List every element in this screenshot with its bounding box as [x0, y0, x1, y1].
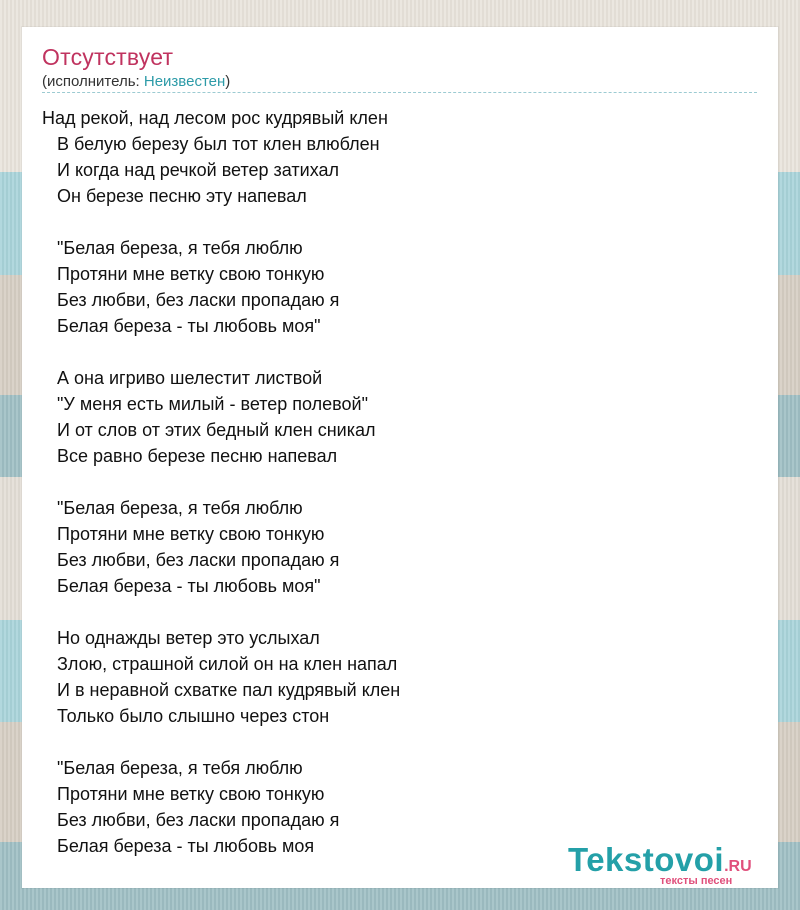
- song-title: Отсутствует: [42, 44, 174, 70]
- stanza-gap: [42, 729, 400, 755]
- title-divider: [42, 92, 757, 93]
- lyric-line: Белая береза - ты любовь моя: [42, 836, 315, 856]
- lyric-line: Протяни мне ветку свою тонкую: [42, 784, 325, 804]
- artist-suffix: ): [225, 73, 231, 90]
- lyric-line: И от слов от этих бедный клен сникал: [42, 420, 376, 440]
- lyric-line: Без любви, без ласки пропадаю я: [42, 550, 340, 570]
- lyric-line: Только было слышно через стон: [42, 706, 330, 726]
- lyric-line: Злою, страшной силой он на клен напал: [42, 654, 398, 674]
- lyric-line: "У меня есть милый - ветер полевой": [42, 394, 368, 414]
- logo-name: Tekstovoi: [568, 841, 725, 878]
- lyric-line: Без любви, без ласки пропадаю я: [42, 810, 340, 830]
- lyric-line: Он березе песню эту напевал: [42, 186, 307, 206]
- lyric-line: Но однажды ветер это услыхал: [42, 628, 320, 648]
- stanza-gap: [42, 339, 400, 365]
- logo-tld: .RU: [724, 858, 752, 875]
- lyric-line: Над рекой, над лесом рос кудрявый клен: [42, 108, 388, 128]
- lyric-line: Белая береза - ты любовь моя": [42, 576, 321, 596]
- artist-prefix: (исполнитель:: [42, 73, 144, 90]
- stanza-gap: [42, 599, 400, 625]
- artist-link[interactable]: Неизвестен: [143, 73, 226, 90]
- lyric-line: "Белая береза, я тебя люблю: [42, 758, 303, 778]
- stanza-gap: [42, 469, 400, 495]
- lyric-line: Протяни мне ветку свою тонкую: [42, 524, 325, 544]
- stanza-gap: [42, 209, 400, 235]
- lyric-line: Белая береза - ты любовь моя": [42, 316, 321, 336]
- lyric-line: А она игриво шелестит листвой: [42, 368, 323, 388]
- site-logo[interactable]: [568, 842, 752, 885]
- lyric-line: В белую березу был тот клен влюблен: [42, 134, 380, 154]
- lyric-line: Все равно березе песню напевал: [42, 446, 338, 466]
- logo-tagline: тексты песен: [660, 875, 733, 887]
- lyrics-card: [22, 27, 778, 888]
- lyric-line: Без любви, без ласки пропадаю я: [42, 290, 340, 310]
- lyric-line: "Белая береза, я тебя люблю: [42, 238, 303, 258]
- artist-line: [42, 73, 230, 90]
- lyric-line: "Белая береза, я тебя люблю: [42, 498, 303, 518]
- lyrics-text: [42, 105, 400, 859]
- lyric-line: И в неравной схватке пал кудрявый клен: [42, 680, 401, 700]
- lyric-line: И когда над речкой ветер затихал: [42, 160, 340, 180]
- lyric-line: Протяни мне ветку свою тонкую: [42, 264, 325, 284]
